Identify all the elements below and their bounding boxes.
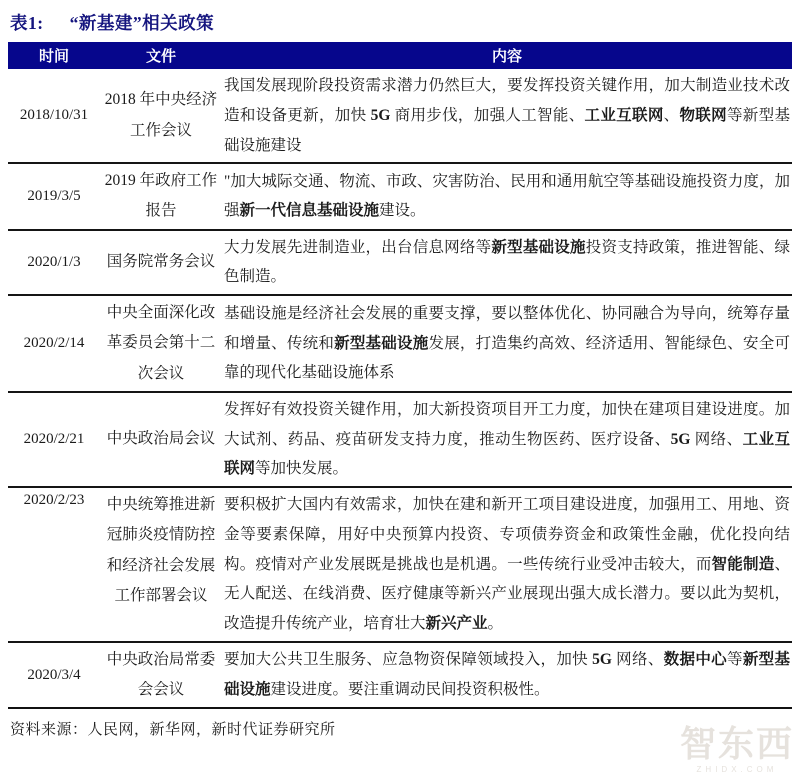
- row-document: 2019 年政府工作报告: [104, 172, 218, 220]
- table-body: [8, 69, 792, 709]
- row-date: 2020/3/4: [27, 666, 81, 683]
- watermark-subtext: ZHIDX.COM: [696, 765, 778, 774]
- table-row: [8, 488, 792, 643]
- row-document: 中央全面深化改革委员会第十二次会议: [106, 304, 216, 382]
- table-row: [8, 643, 792, 709]
- row-date: 2020/2/23: [23, 492, 85, 509]
- row-document: 中央政治局会议: [106, 430, 216, 448]
- row-document: 国务院常务会议: [106, 253, 216, 271]
- row-document: 中央统筹推进新冠肺炎疫情防控和经济社会发展工作部署会议: [106, 496, 216, 604]
- row-content: "加大城际交通、物流、市政、灾害防治、民用和通用航空等基础设施投资力度，加强新一代信息基础设施建设。: [224, 172, 790, 220]
- row-content: 大力发展先进制造业，出台信息网络等新型基础设施投资支持政策，推进智能、绿色制造。: [224, 238, 790, 286]
- row-document: 2018 年中央经济工作会议: [104, 91, 218, 139]
- table-title-text: “新基建”相关政策: [69, 13, 215, 33]
- table-number-label: 表1:: [10, 13, 44, 33]
- table-row: [8, 296, 792, 393]
- row-content: 要积极扩大国内有效需求，加快在建和新开工项目建设进度，加强用工、用地、资金等要素保障，用好中央预算内投资、专项债券资金和政策性金融，优化投向结构。疫情对产业发展既是挑战也是机遇。一些传统行业受冲击较大，而智能制造、无人配送、在线消费、医疗健康等新兴产业展现出强大成长潜力。要以此为契机，改造提升传统产业，培育壮大新兴产业。: [224, 496, 790, 633]
- watermark-text: 智东西: [679, 724, 794, 764]
- table-row: [8, 393, 792, 488]
- row-content: 我国发展现阶段投资需求潜力仍然巨大，要发挥投资关键作用，加大制造业技术改造和设备更新，加快 5G 商用步伐，加强人工智能、工业互联网、物联网等新型基础设施建设: [224, 77, 790, 154]
- header-cell-content: 内容: [491, 49, 522, 65]
- row-date: 2020/1/3: [27, 253, 81, 270]
- row-content: 基础设施是经济社会发展的重要支撑，要以整体优化、协同融合为导向，统筹存量和增量、传统和新型基础设施发展，打造集约高效、经济适用、智能绿色、安全可靠的现代化基础设施体系: [224, 304, 790, 382]
- row-date: 2019/3/5: [27, 187, 81, 204]
- row-date: 2020/2/14: [23, 335, 85, 352]
- header-cell-time: 时间: [38, 49, 69, 65]
- table-row: [8, 231, 792, 297]
- row-date: 2018/10/31: [19, 107, 89, 124]
- header-cell-document: 文件: [145, 49, 176, 65]
- table-header-row: [8, 42, 792, 69]
- table-row: [8, 164, 792, 230]
- row-document: 中央政治局常委会会议: [106, 650, 216, 699]
- row-content: 发挥好有效投资关键作用，加大新投资项目开工力度，加快在建项目建设进度。加大试剂、药品、疫苗研发支持力度，推动生物医药、医疗设备、5G 网络、工业互联网等加快发展。: [224, 400, 790, 478]
- row-date: 2020/2/21: [23, 430, 85, 447]
- row-content: 要加大公共卫生服务、应急物资保障领域投入，加快 5G 网络、数据中心等新型基础设施建设进度。要注重调动民间投资积极性。: [224, 651, 790, 699]
- table-row: [8, 69, 792, 164]
- page-title: [8, 8, 792, 42]
- source-note: 资料来源：人民网，新华网，新时代证券研究所: [10, 722, 336, 739]
